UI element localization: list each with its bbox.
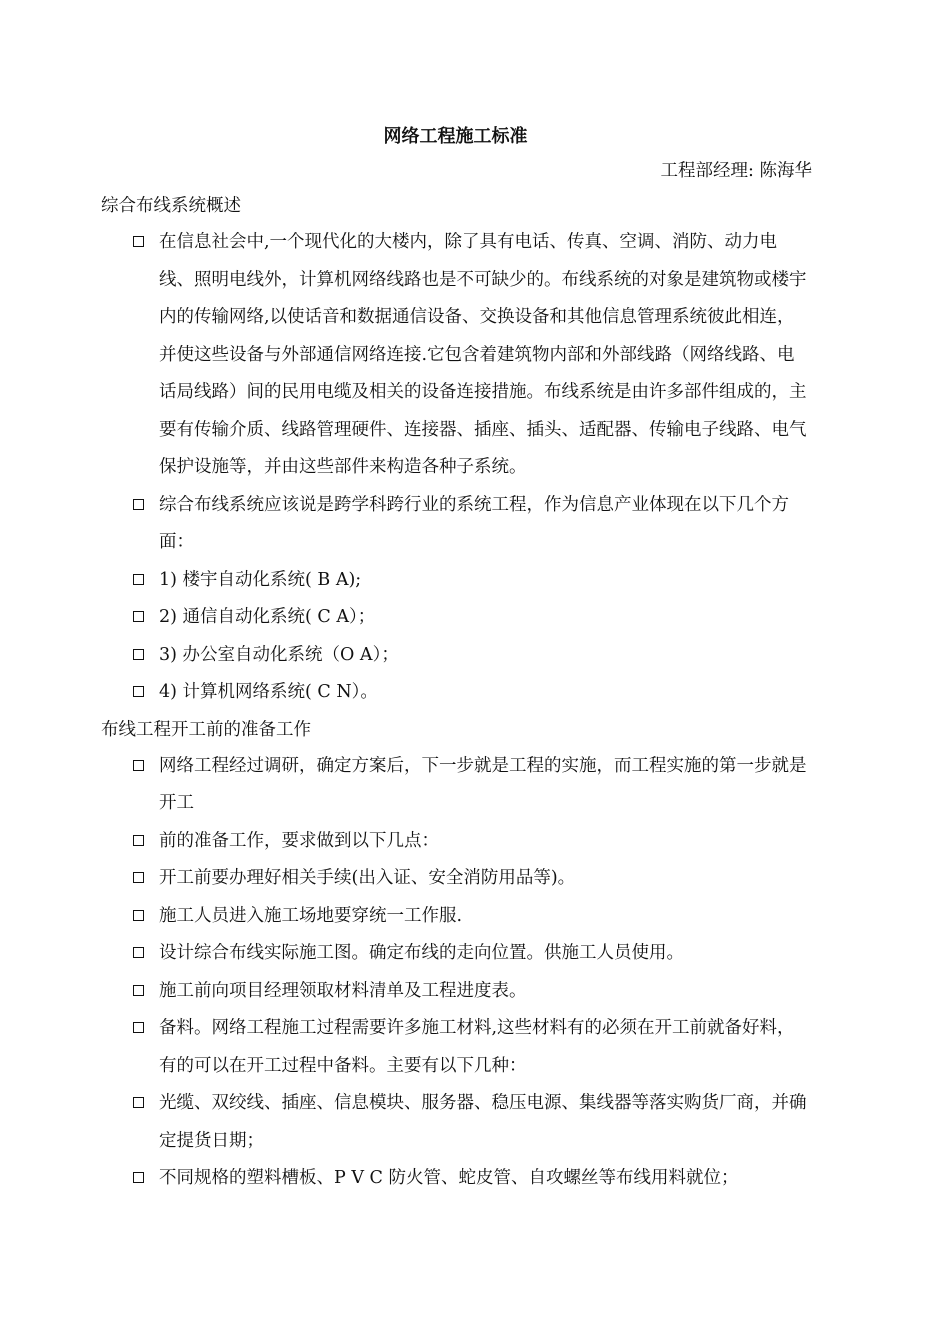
- list-item: [131, 1085, 810, 1160]
- checkbox-bullet-icon: [133, 947, 144, 958]
- list-item: [131, 748, 810, 823]
- list-item-text: 施工人员进入施工场地要穿统一工作服.: [159, 905, 463, 926]
- checkbox-bullet-icon: [133, 985, 144, 996]
- list-item-text: 在信息社会中,一个现代化的大楼内，除了具有电话、传真、空调、消防、动力电线、照明电线外，计算机网络线路也是不可缺少的。布线系统的对象是建筑物或楼宇内的传输网络,以使话音和数据通信设备、交换设备和其他信息管理系统彼此相连，并使这些设备与外部通信网络连接.它包含着建筑物内部和外部线路（网络线路、电话局线路）间的民用电缆及相关的设备连接措施。布线系统是由许多部件组成的，主要有传输介质、线路管理硬件、连接器、插座、插头、适配器、传输电子线路、电气保护设施等，并由这些部件来构造各种子系统。: [159, 232, 807, 477]
- list-item: [131, 935, 810, 973]
- list-item-text: 不同规格的塑料槽板、P V C 防火管、蛇皮管、自攻螺丝等布线用料就位；: [159, 1168, 739, 1188]
- list-item: [131, 1010, 810, 1085]
- list-item: [131, 973, 810, 1011]
- list-item: [131, 637, 810, 675]
- checkbox-bullet-icon: [133, 760, 144, 771]
- list-item: [131, 860, 810, 898]
- list-item-text: 开工前要办理好相关手续(出入证、安全消防用品等)。: [159, 868, 576, 888]
- list-item-text: 4) 计算机网络系统( C N）。: [159, 682, 378, 702]
- list-item: [131, 898, 810, 936]
- bullet-list-overview: [101, 224, 810, 712]
- list-item: [131, 1160, 810, 1198]
- checkbox-bullet-icon: [133, 872, 144, 883]
- list-item: [131, 599, 810, 637]
- list-item-text: 光缆、双绞线、插座、信息模块、服务器、稳压电源、集线器等落实购货厂商，并确定提货日期；: [159, 1093, 807, 1151]
- checkbox-bullet-icon: [133, 835, 144, 846]
- list-item-text: 备料。网络工程施工过程需要许多施工材料,这些材料有的必须在开工前就备好料，有的可以在开工过程中备料。主要有以下几种：: [159, 1018, 795, 1076]
- checkbox-bullet-icon: [133, 574, 144, 585]
- checkbox-bullet-icon: [133, 1097, 144, 1108]
- list-item: [131, 487, 810, 562]
- list-item-text: 3) 办公室自动化系统（O A）；: [159, 644, 399, 665]
- list-item-text: 1) 楼宇自动化系统( B A);: [159, 569, 362, 590]
- list-item: [131, 674, 810, 712]
- section-heading-preparation: 布线工程开工前的准备工作: [101, 719, 311, 740]
- list-item-text: 2) 通信自动化系统( C A）；: [159, 607, 376, 627]
- checkbox-bullet-icon: [133, 611, 144, 622]
- list-item: [131, 562, 810, 600]
- checkbox-bullet-icon: [133, 499, 144, 510]
- checkbox-bullet-icon: [133, 649, 144, 660]
- checkbox-bullet-icon: [133, 1172, 144, 1183]
- list-item-text: 施工前向项目经理领取材料清单及工程进度表。: [159, 980, 527, 1001]
- page-title: 网络工程施工标准: [383, 126, 528, 147]
- list-item: [131, 224, 810, 487]
- section-heading-overview: 综合布线系统概述: [101, 196, 241, 216]
- list-item-text: 设计综合布线实际施工图。确定布线的走向位置。供施工人员使用。: [159, 943, 684, 963]
- checkbox-bullet-icon: [133, 1022, 144, 1033]
- bullet-list-preparation: [101, 748, 810, 1198]
- list-item-text: 网络工程经过调研，确定方案后，下一步就是工程的实施，而工程实施的第一步就是开工: [159, 755, 807, 813]
- list-item: [131, 823, 810, 861]
- checkbox-bullet-icon: [133, 910, 144, 921]
- checkbox-bullet-icon: [133, 686, 144, 697]
- list-item-text: 综合布线系统应该说是跨学科跨行业的系统工程，作为信息产业体现在以下几个方面：: [159, 494, 789, 552]
- checkbox-bullet-icon: [133, 236, 144, 247]
- author-line: 工程部经理: 陈海华: [660, 161, 812, 181]
- list-item-text: 前的准备工作，要求做到以下几点：: [159, 830, 439, 851]
